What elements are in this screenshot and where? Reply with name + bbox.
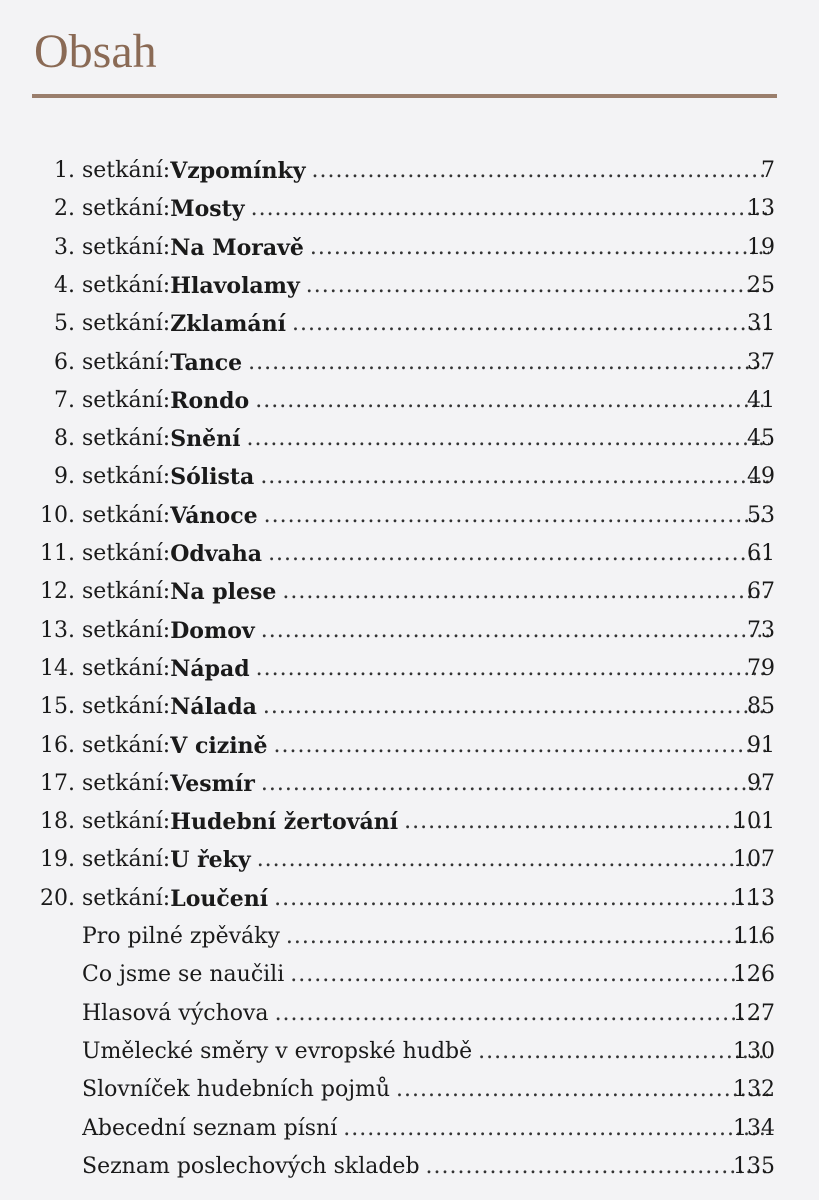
entry-page-number: 25 bbox=[747, 272, 775, 298]
entry-text bbox=[82, 727, 769, 765]
entry-title: Loučení bbox=[170, 885, 269, 912]
entry-text bbox=[82, 765, 769, 803]
entry-page-number: 37 bbox=[747, 349, 775, 375]
entry-page-number: 97 bbox=[747, 770, 775, 796]
toc-entry[interactable] bbox=[0, 305, 819, 343]
dot-leader bbox=[257, 688, 769, 726]
entry-prefix: setkání: bbox=[82, 847, 171, 873]
entry-page-number: 126 bbox=[733, 962, 775, 988]
dot-leader bbox=[300, 267, 769, 305]
toc-entry[interactable] bbox=[0, 458, 819, 496]
entry-text bbox=[82, 382, 769, 420]
dot-leader bbox=[250, 650, 769, 688]
entry-title: Vesmír bbox=[170, 770, 255, 797]
entry-title: Snění bbox=[170, 426, 241, 453]
toc-entry[interactable] bbox=[0, 841, 819, 879]
entry-text bbox=[82, 190, 769, 228]
toc-entry[interactable] bbox=[0, 382, 819, 420]
dot-leader bbox=[254, 458, 769, 496]
dot-leader bbox=[240, 420, 769, 458]
entry-number: 14. bbox=[40, 655, 75, 681]
dot-leader bbox=[286, 305, 769, 343]
page-title: Obsah bbox=[34, 25, 157, 78]
entry-page-number: 107 bbox=[733, 847, 775, 873]
entry-text bbox=[82, 535, 769, 573]
entry-page-number: 135 bbox=[733, 1153, 775, 1179]
entry-prefix: setkání: bbox=[82, 272, 171, 298]
entry-prefix: setkání: bbox=[82, 579, 171, 605]
entry-title: U řeky bbox=[170, 847, 251, 874]
entry-text bbox=[82, 650, 769, 688]
entry-title: Hlavolamy bbox=[170, 272, 300, 299]
entry-text bbox=[82, 1148, 769, 1186]
toc-entry[interactable] bbox=[0, 1148, 819, 1186]
entry-number: 3. bbox=[54, 234, 75, 260]
entry-prefix: setkání: bbox=[82, 196, 171, 222]
toc-entry[interactable] bbox=[0, 535, 819, 573]
dot-leader bbox=[268, 727, 769, 765]
toc-entry[interactable] bbox=[0, 267, 819, 305]
entry-prefix: Umělecké směry v evropské hudbě bbox=[82, 1038, 473, 1064]
dot-leader bbox=[245, 190, 769, 228]
toc-entry[interactable] bbox=[0, 650, 819, 688]
entry-prefix: setkání: bbox=[82, 387, 171, 413]
entry-prefix: setkání: bbox=[82, 694, 171, 720]
entry-prefix: setkání: bbox=[82, 617, 171, 643]
entry-prefix: setkání: bbox=[82, 158, 171, 183]
entry-page-number: 7 bbox=[761, 158, 775, 183]
entry-text bbox=[82, 420, 769, 458]
entry-title: Odvaha bbox=[170, 541, 263, 567]
entry-number: 8. bbox=[54, 426, 75, 452]
entry-text bbox=[82, 688, 769, 726]
entry-text bbox=[82, 1071, 769, 1109]
entry-text bbox=[82, 267, 769, 305]
toc-entry[interactable] bbox=[0, 229, 819, 267]
entry-page-number: 19 bbox=[747, 234, 775, 260]
dot-leader bbox=[268, 880, 769, 918]
toc-entry[interactable] bbox=[0, 344, 819, 382]
entry-prefix: Hlasová výchova bbox=[82, 1000, 269, 1026]
entry-prefix: setkání: bbox=[82, 541, 171, 566]
entry-text bbox=[82, 995, 769, 1033]
entry-number: 12. bbox=[40, 579, 75, 605]
entry-title: Nálada bbox=[170, 694, 257, 721]
entry-page-number: 130 bbox=[733, 1038, 775, 1064]
toc-entry[interactable] bbox=[0, 956, 819, 994]
entry-page-number: 53 bbox=[747, 502, 775, 528]
dot-leader bbox=[276, 573, 769, 611]
toc-entry[interactable] bbox=[0, 1033, 819, 1071]
dot-leader bbox=[472, 1033, 769, 1071]
entry-prefix: Co jsme se naučili bbox=[82, 962, 285, 988]
entry-prefix: setkání: bbox=[82, 809, 171, 835]
toc-entry[interactable] bbox=[0, 1110, 819, 1148]
entry-number: 9. bbox=[54, 464, 75, 490]
dot-leader bbox=[251, 841, 769, 879]
entry-page-number: 91 bbox=[747, 732, 775, 758]
entry-text bbox=[82, 956, 769, 994]
entry-text bbox=[82, 1033, 769, 1071]
dot-leader bbox=[262, 535, 769, 573]
entry-prefix: setkání: bbox=[82, 426, 171, 452]
dot-leader bbox=[337, 1110, 769, 1148]
entry-number: 20. bbox=[40, 885, 75, 911]
dot-leader bbox=[304, 229, 769, 267]
entry-page-number: 127 bbox=[733, 1000, 775, 1026]
entry-prefix: Abecední seznam písní bbox=[82, 1115, 338, 1141]
toc-entry[interactable] bbox=[0, 727, 819, 765]
entry-number: 11. bbox=[40, 541, 75, 566]
entry-number: 13. bbox=[40, 617, 75, 643]
entry-prefix: Slovníček hudebních pojmů bbox=[82, 1077, 391, 1103]
entry-number: 1. bbox=[54, 158, 75, 183]
entry-number: 18. bbox=[40, 809, 75, 835]
entry-title: Mosty bbox=[170, 196, 245, 223]
entry-page-number: 85 bbox=[747, 694, 775, 720]
entry-title: Tance bbox=[170, 349, 243, 376]
entry-page-number: 67 bbox=[747, 579, 775, 605]
entry-page-number: 101 bbox=[733, 809, 775, 835]
entry-text bbox=[82, 497, 769, 535]
dot-leader bbox=[306, 152, 770, 190]
toc-entry[interactable] bbox=[0, 190, 819, 228]
dot-leader bbox=[258, 497, 769, 535]
entry-number: 2. bbox=[54, 196, 75, 222]
entry-prefix: setkání: bbox=[82, 464, 171, 490]
toc-entry[interactable] bbox=[0, 765, 819, 803]
entry-number: 10. bbox=[40, 502, 75, 528]
entry-text bbox=[82, 841, 769, 879]
dot-leader bbox=[249, 382, 769, 420]
toc-entry[interactable] bbox=[0, 995, 819, 1033]
entry-text bbox=[82, 1110, 769, 1148]
entry-number: 17. bbox=[40, 770, 75, 796]
entry-number: 16. bbox=[40, 732, 75, 758]
toc-entry[interactable] bbox=[0, 420, 819, 458]
entry-number: 6. bbox=[54, 349, 75, 375]
entry-text bbox=[82, 612, 769, 650]
entry-text bbox=[82, 918, 769, 956]
entry-page-number: 31 bbox=[747, 311, 775, 337]
dot-leader bbox=[390, 1071, 769, 1109]
dot-leader bbox=[269, 995, 769, 1033]
entry-text bbox=[82, 305, 769, 343]
entry-text bbox=[82, 573, 769, 611]
entry-prefix: setkání: bbox=[82, 885, 171, 911]
entry-page-number: 49 bbox=[747, 464, 775, 490]
entry-page-number: 79 bbox=[747, 655, 775, 681]
toc-entry[interactable] bbox=[0, 497, 819, 535]
dot-leader bbox=[280, 918, 769, 956]
dot-leader bbox=[284, 956, 769, 994]
entry-title: Nápad bbox=[170, 655, 250, 682]
dot-leader bbox=[398, 803, 769, 841]
toc-entry[interactable] bbox=[0, 1071, 819, 1109]
entry-title: Domov bbox=[170, 617, 255, 644]
entry-prefix: setkání: bbox=[82, 502, 171, 528]
entry-prefix: setkání: bbox=[82, 349, 171, 375]
entry-title: Rondo bbox=[170, 387, 250, 414]
entry-prefix: setkání: bbox=[82, 770, 171, 796]
dot-leader bbox=[255, 765, 769, 803]
entry-title: Hudební žertování bbox=[170, 809, 399, 836]
entry-prefix: setkání: bbox=[82, 732, 171, 758]
toc-entry[interactable] bbox=[0, 803, 819, 841]
entry-text bbox=[82, 880, 769, 918]
entry-number: 4. bbox=[54, 272, 75, 298]
title-divider bbox=[32, 94, 777, 98]
dot-leader bbox=[255, 612, 769, 650]
entry-text bbox=[82, 458, 769, 496]
entry-title: Sólista bbox=[170, 464, 255, 491]
entry-text bbox=[82, 344, 769, 382]
toc-entry[interactable] bbox=[0, 880, 819, 918]
entry-number: 5. bbox=[54, 311, 75, 337]
entry-prefix: Pro pilné zpěváky bbox=[82, 924, 280, 949]
entry-number: 7. bbox=[54, 387, 75, 413]
toc-entry[interactable] bbox=[0, 573, 819, 611]
dot-leader bbox=[420, 1148, 769, 1186]
entry-prefix: setkání: bbox=[82, 234, 171, 260]
entry-prefix: Seznam poslechových skladeb bbox=[82, 1153, 420, 1179]
entry-text bbox=[82, 152, 769, 190]
entry-title: Vzpomínky bbox=[170, 158, 306, 184]
entry-title: Na Moravě bbox=[170, 234, 304, 261]
entry-page-number: 116 bbox=[733, 924, 775, 949]
toc-entry[interactable] bbox=[0, 918, 819, 956]
entry-page-number: 45 bbox=[747, 426, 775, 452]
entry-prefix: setkání: bbox=[82, 655, 171, 681]
entry-text bbox=[82, 803, 769, 841]
toc-entry[interactable] bbox=[0, 152, 819, 190]
entry-page-number: 61 bbox=[747, 541, 775, 566]
entry-page-number: 13 bbox=[747, 196, 775, 222]
entry-page-number: 113 bbox=[733, 885, 775, 911]
entry-number: 15. bbox=[40, 694, 75, 720]
toc-entry[interactable] bbox=[0, 612, 819, 650]
entry-page-number: 73 bbox=[747, 617, 775, 643]
entry-title: V cizině bbox=[170, 732, 268, 759]
entry-page-number: 132 bbox=[733, 1077, 775, 1103]
dot-leader bbox=[242, 344, 769, 382]
entry-title: Zklamání bbox=[170, 311, 287, 338]
entry-page-number: 41 bbox=[747, 387, 775, 413]
entry-title: Na plese bbox=[170, 579, 277, 606]
entry-text bbox=[82, 229, 769, 267]
entry-prefix: setkání: bbox=[82, 311, 171, 337]
toc-entry[interactable] bbox=[0, 688, 819, 726]
entry-number: 19. bbox=[40, 847, 75, 873]
entry-title: Vánoce bbox=[170, 502, 258, 529]
entry-page-number: 134 bbox=[733, 1115, 775, 1141]
